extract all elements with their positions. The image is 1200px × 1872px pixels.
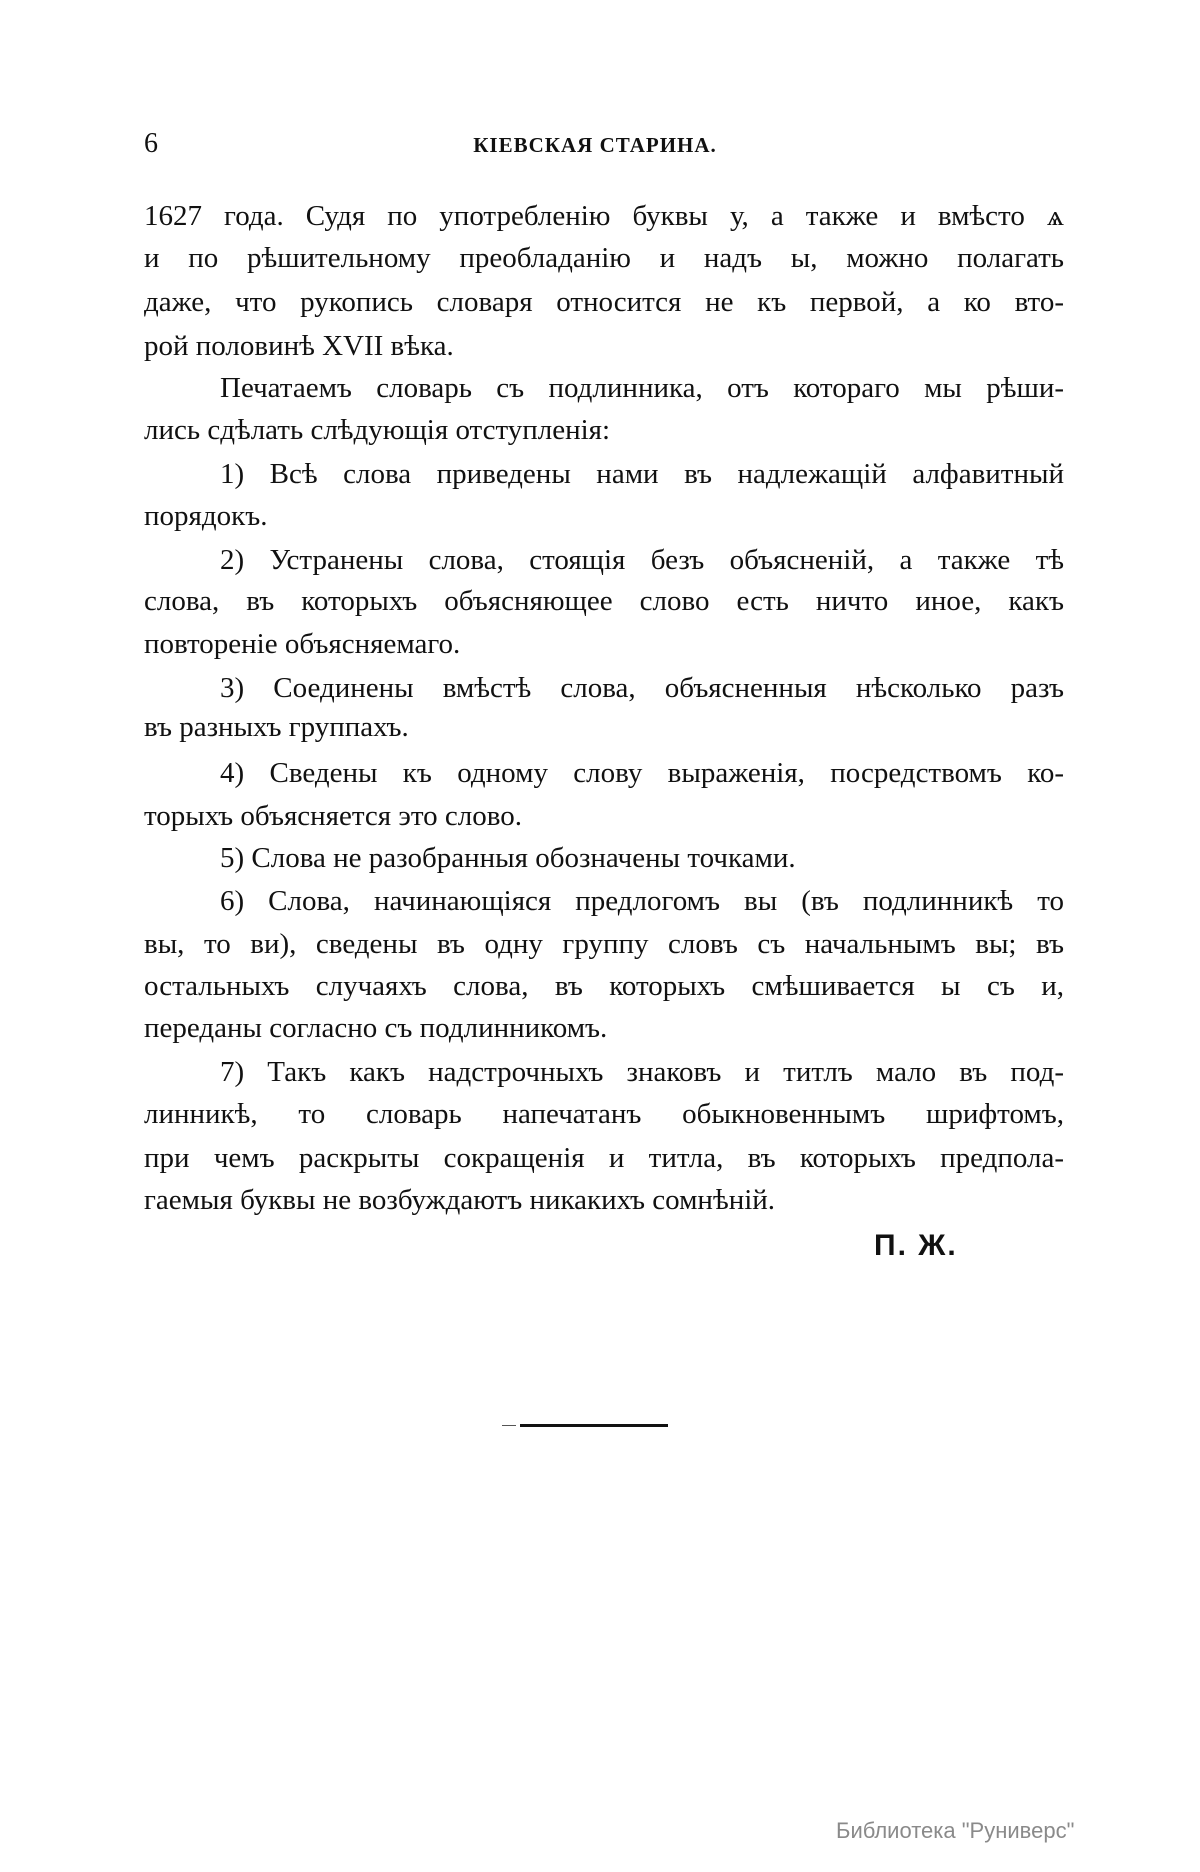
list-item-7: 7) Такъ какъ надстрочныхъ знаковъ и титлъ мало въ под- bbox=[220, 1056, 1064, 1088]
text-line: слова, въ которыхъ объясняющее слово есть ничто иное, какъ bbox=[144, 585, 1064, 617]
text-line: переданы согласно съ подлинникомъ. bbox=[144, 1012, 608, 1044]
text-line: гаемыя буквы не возбуждаютъ никакихъ сомнѣній. bbox=[144, 1184, 776, 1216]
running-title: КІЕВСКАЯ СТАРИНА. bbox=[473, 133, 717, 157]
text-line: рой половинѣ XVII вѣка. bbox=[144, 330, 454, 362]
list-item-4: 4) Сведены къ одному слову выраженія, посредствомъ ко- bbox=[220, 757, 1064, 789]
text-line: порядокъ. bbox=[144, 500, 268, 532]
text-line: линникѣ, то словарь напечатанъ обыкновеннымъ шрифтомъ, bbox=[144, 1098, 1064, 1130]
list-item-2: 2) Устранены слова, стоящія безъ объясненій, а также тѣ bbox=[220, 544, 1064, 576]
list-item-5: 5) Слова не разобранныя обозначены точками. bbox=[220, 842, 796, 874]
signature-initials: П. Ж. bbox=[874, 1229, 958, 1262]
list-item-1: 1) Всѣ слова приведены нами въ надлежащій алфавитный bbox=[220, 458, 1064, 490]
list-item-6: 6) Слова, начинающіяся предлогомъ вы (въ подлинникѣ то bbox=[220, 885, 1064, 917]
text-line: 1627 года. Судя по употребленію буквы у, а также и вмѣсто ѧ bbox=[144, 200, 1064, 232]
text-line: при чемъ раскрыты сокращенія и титла, въ которыхъ предпола- bbox=[144, 1142, 1064, 1174]
text-line: Печатаемъ словарь съ подлинника, отъ котораго мы рѣши- bbox=[220, 372, 1064, 404]
text-line: и по рѣшительному преобладанію и надъ ы, можно полагать bbox=[144, 242, 1064, 274]
library-watermark: Библиотека "Руниверс" bbox=[836, 1818, 1075, 1843]
text-line: въ разныхъ группахъ. bbox=[144, 711, 409, 743]
text-line: остальныхъ случаяхъ слова, въ которыхъ смѣшивается ы съ и, bbox=[144, 970, 1064, 1002]
text-line: повтореніе объясняемаго. bbox=[144, 628, 461, 660]
end-rule-dash bbox=[502, 1425, 516, 1426]
text-line: лись сдѣлать слѣдующія отступленія: bbox=[144, 414, 611, 446]
list-item-3: 3) Соединены вмѣстѣ слова, объясненныя нѣсколько разъ bbox=[220, 672, 1064, 704]
text-line: торыхъ объясняется это слово. bbox=[144, 800, 522, 832]
page-number: 6 bbox=[144, 128, 158, 159]
text-line: даже, что рукопись словаря относится не къ первой, а ко вто- bbox=[144, 286, 1064, 318]
text-line: вы, то ви), сведены въ одну группу словъ съ начальнымъ вы; въ bbox=[144, 928, 1064, 960]
end-rule bbox=[520, 1424, 668, 1427]
